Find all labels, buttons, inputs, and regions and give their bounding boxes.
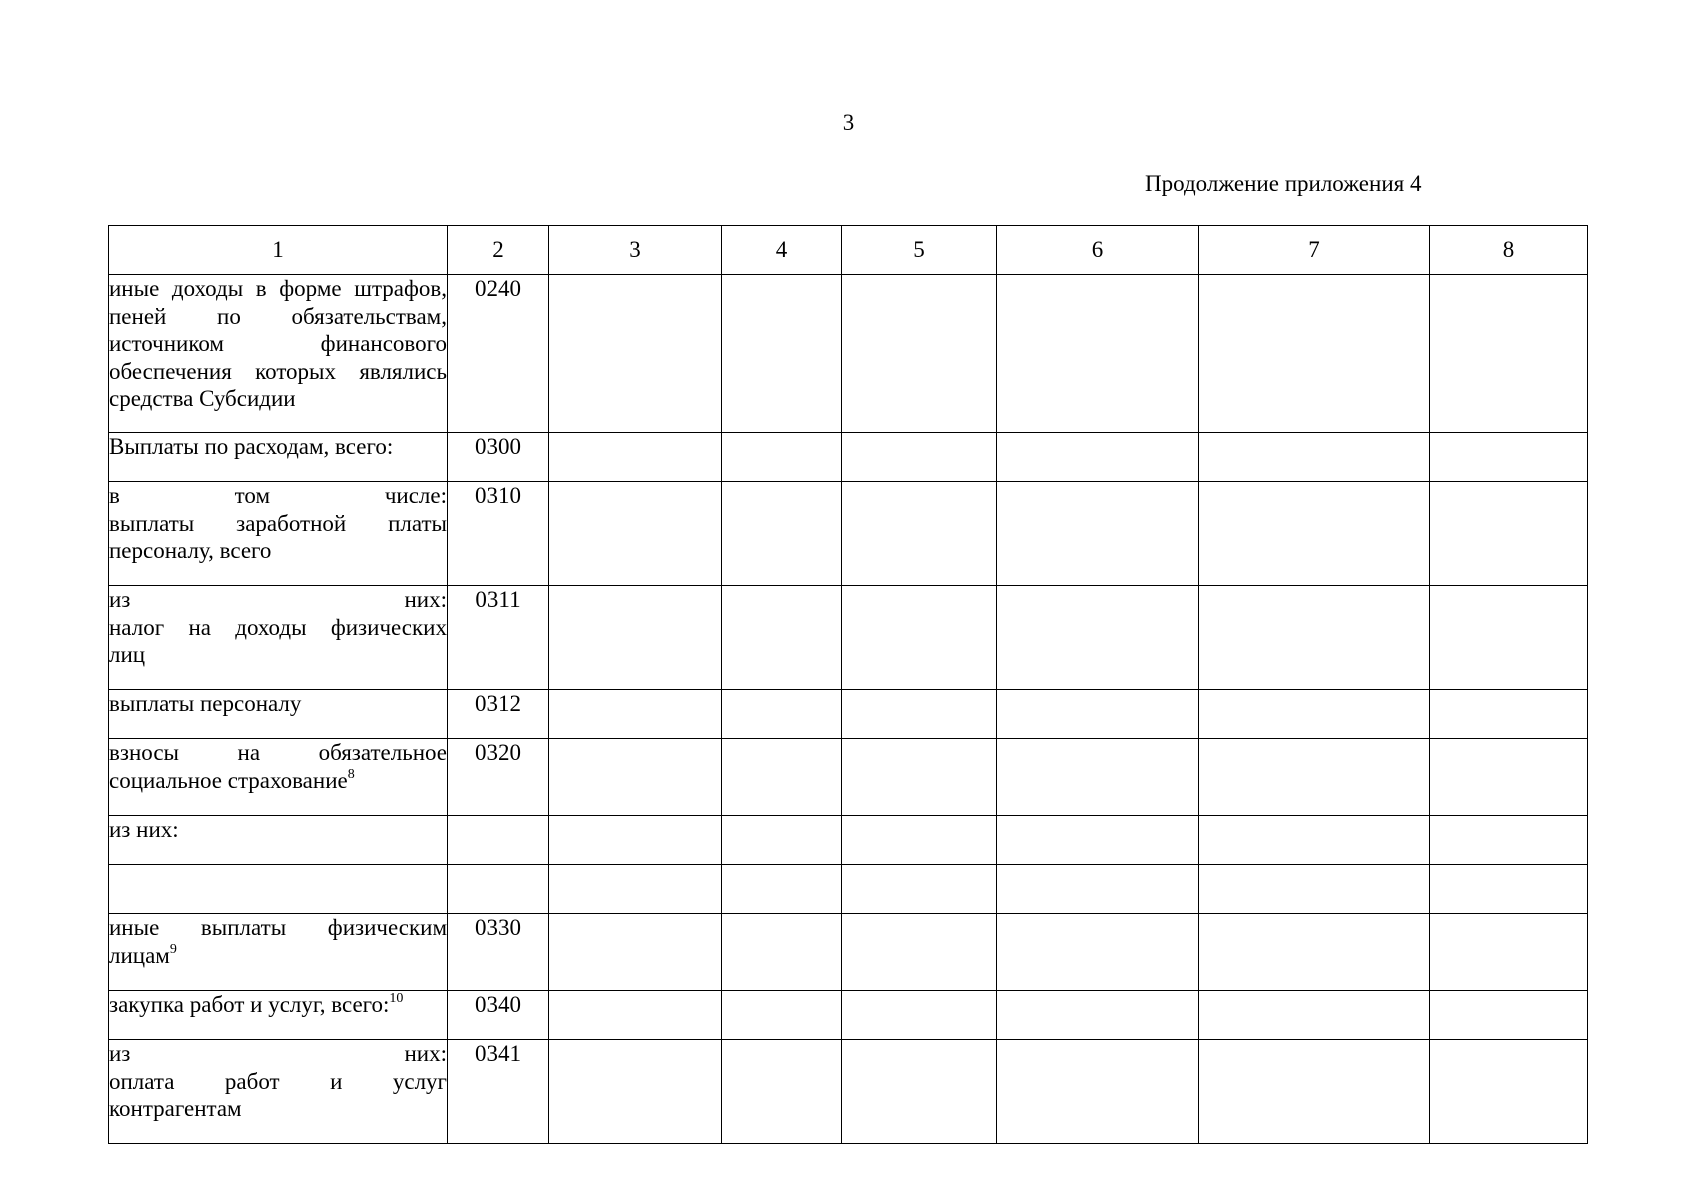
table-row (109, 914, 1588, 991)
value-cell-col-6[interactable] (997, 433, 1199, 482)
row-label-cell (109, 433, 448, 482)
value-cell-col-5[interactable] (842, 914, 997, 991)
row-label-line: иные доходы в форме штрафов, (109, 276, 447, 301)
value-cell-col-7[interactable] (1199, 433, 1430, 482)
value-cell-col-5[interactable] (842, 739, 997, 816)
value-cell-col-8[interactable] (1430, 914, 1588, 991)
value-cell-col-5[interactable] (842, 1040, 997, 1144)
value-cell-col-3[interactable] (549, 816, 722, 865)
row-code-cell: 0330 (448, 914, 549, 991)
value-cell-col-4[interactable] (722, 1040, 842, 1144)
value-cell-col-5[interactable] (842, 991, 997, 1040)
value-cell-col-8[interactable] (1430, 586, 1588, 690)
value-cell-col-4[interactable] (722, 482, 842, 586)
row-label-cell (109, 690, 448, 739)
value-cell-col-7[interactable] (1199, 816, 1430, 865)
column-number-5: 5 (842, 226, 997, 275)
row-label-cell (109, 991, 448, 1040)
value-cell-col-8[interactable] (1430, 739, 1588, 816)
value-cell-col-7[interactable] (1199, 991, 1430, 1040)
row-label-line: лиц (109, 642, 146, 667)
value-cell-col-7[interactable] (1199, 1040, 1430, 1144)
value-cell-col-5[interactable] (842, 482, 997, 586)
row-label-line: обеспечения которых являлись (109, 358, 447, 384)
value-cell-col-5[interactable] (842, 690, 997, 739)
column-number-2: 2 (448, 226, 549, 275)
value-cell-col-6[interactable] (997, 991, 1199, 1040)
value-cell-col-3[interactable] (549, 991, 722, 1040)
value-cell-col-3[interactable] (549, 586, 722, 690)
column-number-7: 7 (1199, 226, 1430, 275)
table-row (109, 482, 1588, 586)
value-cell-col-8[interactable] (1430, 816, 1588, 865)
value-cell-col-6[interactable] (997, 482, 1199, 586)
row-label-line: Выплаты по расходам, всего: (109, 434, 394, 459)
value-cell-col-8[interactable] (1430, 433, 1588, 482)
row-label-line: выплаты заработной платы (109, 510, 447, 536)
value-cell-col-4[interactable] (722, 816, 842, 865)
row-label-cell (109, 275, 448, 433)
row-label-cell (109, 482, 448, 586)
row-code-cell: 0240 (448, 275, 549, 433)
value-cell-col-5[interactable] (842, 865, 997, 914)
value-cell-col-3[interactable] (549, 275, 722, 433)
value-cell-col-8[interactable] (1430, 690, 1588, 739)
footnote-marker: 8 (347, 766, 355, 782)
value-cell-col-6[interactable] (997, 275, 1199, 433)
value-cell-col-8[interactable] (1430, 482, 1588, 586)
value-cell-col-3[interactable] (549, 914, 722, 991)
table-row (109, 275, 1588, 433)
value-cell-col-4[interactable] (722, 914, 842, 991)
value-cell-col-7[interactable] (1199, 865, 1430, 914)
value-cell-col-4[interactable] (722, 433, 842, 482)
value-cell-col-6[interactable] (997, 1040, 1199, 1144)
column-number-1: 1 (109, 226, 448, 275)
value-cell-col-8[interactable] (1430, 275, 1588, 433)
column-number-3: 3 (549, 226, 722, 275)
value-cell-col-5[interactable] (842, 433, 997, 482)
row-code-cell: 0340 (448, 991, 549, 1040)
footnote-marker: 9 (169, 941, 177, 957)
value-cell-col-3[interactable] (549, 482, 722, 586)
row-label-cell (109, 865, 448, 914)
value-cell-col-6[interactable] (997, 865, 1199, 914)
row-label-line: выплаты персоналу (109, 691, 302, 716)
row-label-line: из них: (109, 817, 179, 842)
table-row (109, 690, 1588, 739)
row-label-line: в том числе: (109, 483, 447, 508)
value-cell-col-8[interactable] (1430, 1040, 1588, 1144)
value-cell-col-7[interactable] (1199, 482, 1430, 586)
value-cell-col-3[interactable] (549, 739, 722, 816)
row-label-cell (109, 586, 448, 690)
table-row (109, 586, 1588, 690)
value-cell-col-4[interactable] (722, 991, 842, 1040)
table-row (109, 1040, 1588, 1144)
row-code-cell: 0300 (448, 433, 549, 482)
value-cell-col-6[interactable] (997, 914, 1199, 991)
value-cell-col-4[interactable] (722, 586, 842, 690)
column-number-6: 6 (997, 226, 1199, 275)
value-cell-col-6[interactable] (997, 690, 1199, 739)
row-code-cell: 0311 (448, 586, 549, 690)
row-label-cell (109, 739, 448, 816)
value-cell-col-6[interactable] (997, 586, 1199, 690)
row-label-line: закупка работ и услуг, всего:$^{10}$ (109, 991, 404, 1017)
value-cell-col-7[interactable] (1199, 914, 1430, 991)
value-cell-col-6[interactable] (997, 739, 1199, 816)
row-label-line: из них: (109, 587, 447, 612)
row-label-line: оплата работ и услуг (109, 1068, 447, 1094)
row-label-line: взносы на обязательное (109, 740, 447, 765)
row-label-cell (109, 914, 448, 991)
table-row (109, 991, 1588, 1040)
value-cell-col-6[interactable] (997, 816, 1199, 865)
row-label-line: пеней по обязательствам, (109, 303, 447, 329)
row-label-line: социальное страхование$^8$ (109, 766, 355, 793)
row-label-line: персоналу, всего (109, 538, 272, 563)
value-cell-col-4[interactable] (722, 739, 842, 816)
value-cell-col-8[interactable] (1430, 991, 1588, 1040)
row-code-cell: 0312 (448, 690, 549, 739)
value-cell-col-3[interactable] (549, 1040, 722, 1144)
value-cell-col-5[interactable] (842, 586, 997, 690)
value-cell-col-8[interactable] (1430, 865, 1588, 914)
appendix-continuation-note: Продолжение приложения 4 (1145, 171, 1422, 196)
row-label-line (109, 865, 447, 893)
column-number-8: 8 (1430, 226, 1588, 275)
value-cell-col-7[interactable] (1199, 739, 1430, 816)
value-cell-col-3[interactable] (549, 433, 722, 482)
row-code-cell: 0341 (448, 1040, 549, 1144)
page-number: 3 (842, 110, 855, 135)
row-code-cell: 0320 (448, 739, 549, 816)
row-label-line: лицам$^9$ (109, 941, 177, 968)
row-label-line: налог на доходы физических (109, 614, 447, 640)
table-row (109, 739, 1588, 816)
row-label-line: иные выплаты физическим (109, 915, 447, 940)
value-cell-col-5[interactable] (842, 275, 997, 433)
table-row (109, 816, 1588, 865)
value-cell-col-5[interactable] (842, 816, 997, 865)
value-cell-col-7[interactable] (1199, 275, 1430, 433)
table-row (109, 433, 1588, 482)
row-label-line: средства Субсидии (109, 386, 296, 411)
table-body (109, 275, 1588, 1144)
table-row (109, 865, 1588, 914)
row-label-line: источником финансового (109, 331, 447, 356)
report-table (108, 225, 1588, 1144)
row-label-cell (109, 816, 448, 865)
footnote-marker: 10 (389, 991, 404, 1006)
value-cell-col-7[interactable] (1199, 586, 1430, 690)
value-cell-col-4[interactable] (722, 275, 842, 433)
row-label-cell (109, 1040, 448, 1144)
row-code-cell (448, 816, 549, 865)
table-header-row (109, 226, 1588, 275)
value-cell-col-4[interactable] (722, 690, 842, 739)
row-label-line: из них: (109, 1041, 447, 1066)
value-cell-col-4[interactable] (722, 865, 842, 914)
row-label-line: контрагентам (109, 1096, 242, 1121)
value-cell-col-3[interactable] (549, 865, 722, 914)
row-code-cell: 0310 (448, 482, 549, 586)
row-code-cell (448, 865, 549, 914)
value-cell-col-7[interactable] (1199, 690, 1430, 739)
value-cell-col-3[interactable] (549, 690, 722, 739)
column-number-4: 4 (722, 226, 842, 275)
